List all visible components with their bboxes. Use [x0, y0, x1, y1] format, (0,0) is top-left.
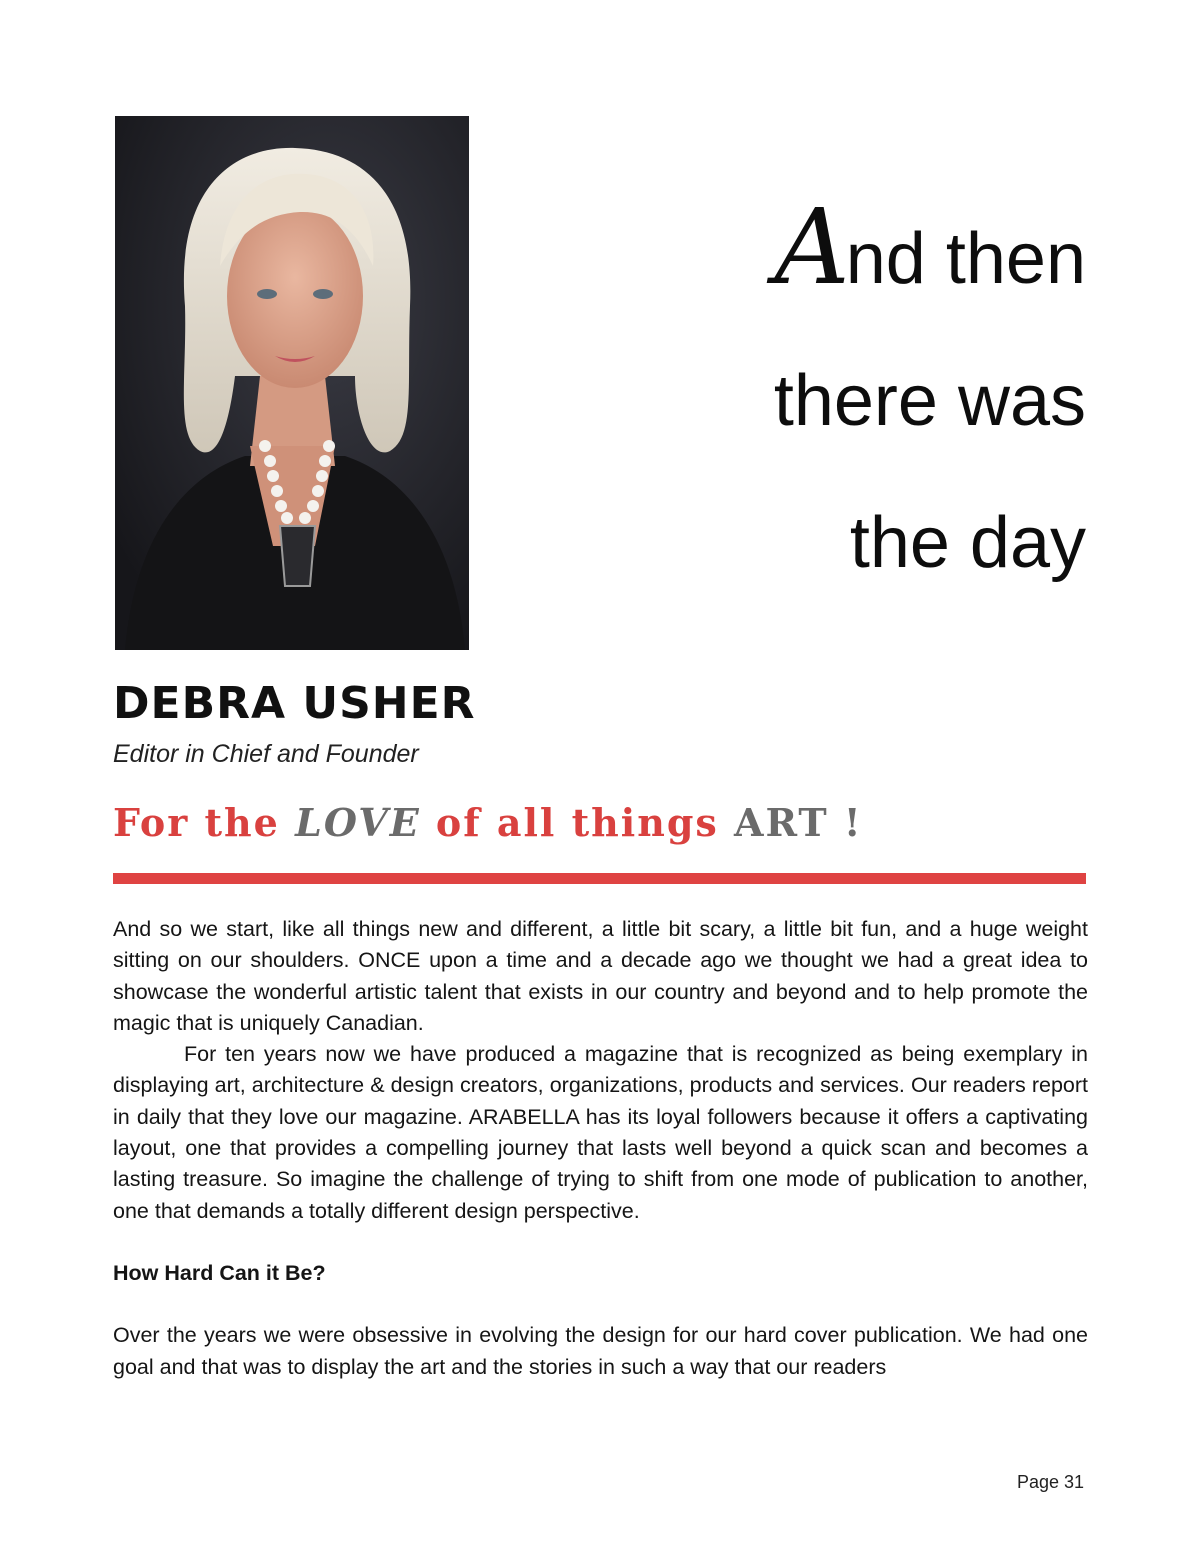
article-paragraph-3: Over the years we were obsessive in evolving the design for our hard cover publication. We had one goal and that was to display the art and the stories in such a way that our readers	[113, 1323, 1088, 1379]
author-portrait	[115, 116, 469, 650]
headline-dropcap: A	[774, 186, 846, 308]
headline-line-3: the day	[849, 503, 1086, 583]
article-subheading: How Hard Can it Be?	[113, 1260, 326, 1285]
page-headline	[774, 188, 1086, 614]
article-body	[113, 914, 1088, 1383]
paragraph-spacer	[113, 1227, 1088, 1258]
tagline	[113, 800, 863, 845]
headline-line-1	[774, 188, 1086, 330]
page-number: Page 31	[1016, 1472, 1084, 1492]
headline-line-1-text: nd then	[845, 219, 1086, 299]
red-divider	[113, 873, 1086, 884]
headline-line-2: there was	[773, 361, 1086, 441]
article-paragraph-2: For ten years now we have produced a magazine that is recognized as being exemplary in displaying art, architecture & design creators, organizations, products and services. Our readers report in daily that they love our magazine. ARABELLA has its loyal followers because it offers a captivating layout, one that provides a compelling journey that lasts well beyond a quick scan and becomes a lasting treasure. So imagine the challenge of trying to shift from one mode of publication to another, one that demands a totally different design perspective.	[113, 1042, 1088, 1223]
tagline-art: ART !	[734, 800, 863, 845]
author-role: Editor in Chief and Founder	[113, 740, 419, 768]
tagline-part-2: of all things	[420, 800, 735, 845]
tagline-part-1: For the	[113, 800, 296, 845]
author-name: DEBRA USHER	[113, 678, 476, 729]
paragraph-spacer	[113, 1289, 1088, 1320]
article-paragraph-1: And so we start, like all things new and different, a little bit scary, a little bit fun, and a huge weight sitting on our shoulders. ONCE upon a time and a decade ago we thought we had a great idea to showcase the wonderful artistic talent that exists in our country and beyond and to help promote the magic that is uniquely Canadian.	[113, 917, 1088, 1035]
tagline-love: LOVE	[295, 800, 421, 845]
